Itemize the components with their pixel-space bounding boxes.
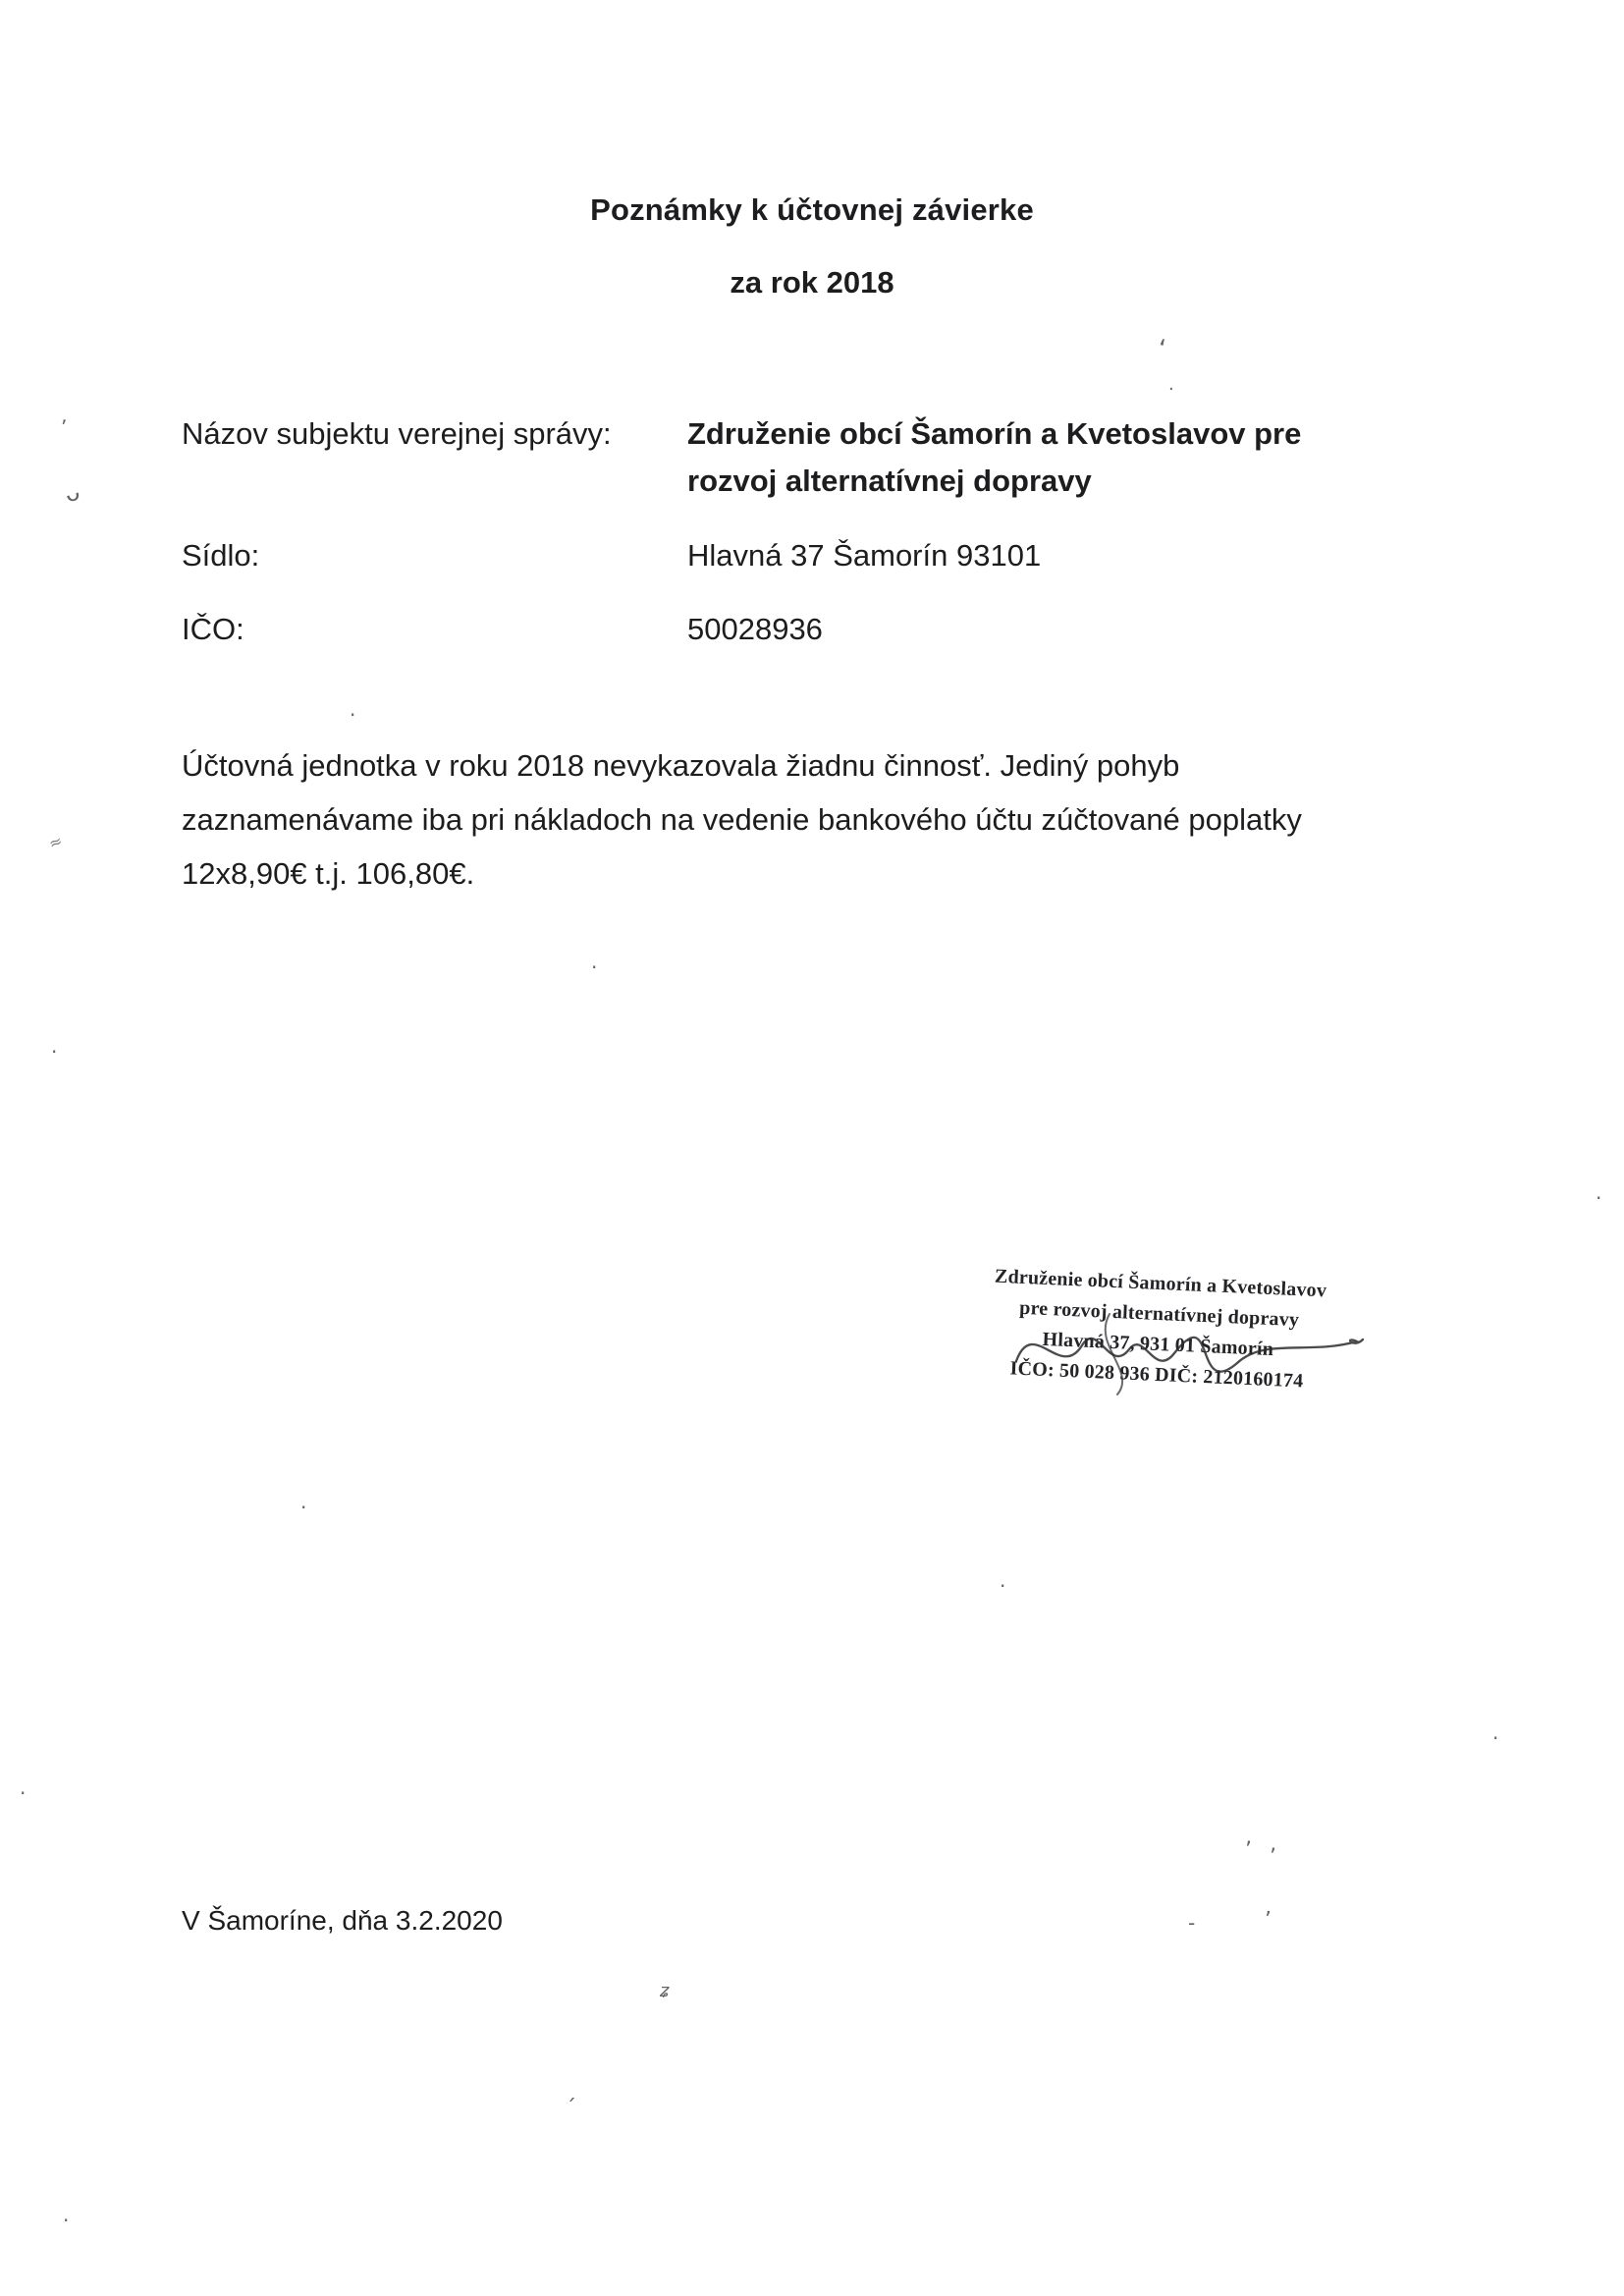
scan-artifact: ʼ xyxy=(1265,1908,1272,1933)
stamp-line-4: IČO: 50 028 936 DIČ: 2120160174 xyxy=(1009,1357,1304,1393)
field-ico xyxy=(182,606,1394,653)
scan-artifact: ᴗ xyxy=(61,477,83,509)
scan-artifact: . xyxy=(51,1034,58,1058)
scan-artifact: · xyxy=(1492,1726,1499,1750)
scan-artifact: · xyxy=(1000,1574,1006,1598)
field-ico-value: 50028936 xyxy=(687,612,823,646)
scan-artifact: ʼ xyxy=(61,415,68,439)
scan-artifact: ’ xyxy=(1270,1845,1276,1870)
field-address-label: Sídlo: xyxy=(182,538,260,573)
document-title: Poznámky k účtovnej závierke xyxy=(590,192,1034,227)
footer-date-line: V Šamoríne, dňa 3.2.2020 xyxy=(182,1905,503,1936)
scan-artifact: ʻ xyxy=(1159,335,1167,364)
stamp-line-1: Združenie obcí Šamorín a Kvetoslavov xyxy=(994,1265,1327,1302)
scan-artifact: · xyxy=(1596,1186,1602,1210)
stamp-line-3: Hlavná 37, 931 01 Šamorín xyxy=(1042,1328,1274,1361)
scan-artifact: . xyxy=(1168,374,1174,395)
scan-artifact: - xyxy=(1188,1911,1196,1935)
scan-artifact: . xyxy=(63,2203,70,2226)
scan-artifact: . xyxy=(20,1776,27,1799)
field-ico-label: IČO: xyxy=(182,612,244,646)
scan-artifact: ≈ xyxy=(45,831,66,853)
body-paragraph: Účtovná jednotka v roku 2018 nevykazovala žiadnu činnosť. Jediný pohyb zaznamenávame iba pri nákladoch na vedenie bankového účtu zúčtované poplatky 12x8,90€ t.j. 106,80€. xyxy=(182,748,1302,891)
field-entity-name xyxy=(182,410,1394,505)
scan-artifact: ’ xyxy=(1245,1838,1252,1863)
stamp-line-2: pre rozvoj alternatívnej dopravy xyxy=(1018,1296,1300,1332)
document-subtitle: za rok 2018 xyxy=(730,265,894,300)
scan-artifact: ʑ xyxy=(660,1981,670,2001)
field-address-value: Hlavná 37 Šamorín 93101 xyxy=(687,538,1042,573)
company-stamp xyxy=(946,1260,1373,1400)
field-address xyxy=(182,532,1394,579)
scan-artifact: · xyxy=(300,1496,307,1519)
scan-artifact: · xyxy=(350,703,356,727)
field-entity-name-value: Združenie obcí Šamorín a Kvetoslavov pre rozvoj alternatívnej dopravy xyxy=(687,416,1302,498)
scan-artifact: ˊ xyxy=(566,2097,576,2121)
scan-artifact: · xyxy=(591,956,598,979)
field-entity-name-label: Názov subjektu verejnej správy: xyxy=(182,416,612,451)
